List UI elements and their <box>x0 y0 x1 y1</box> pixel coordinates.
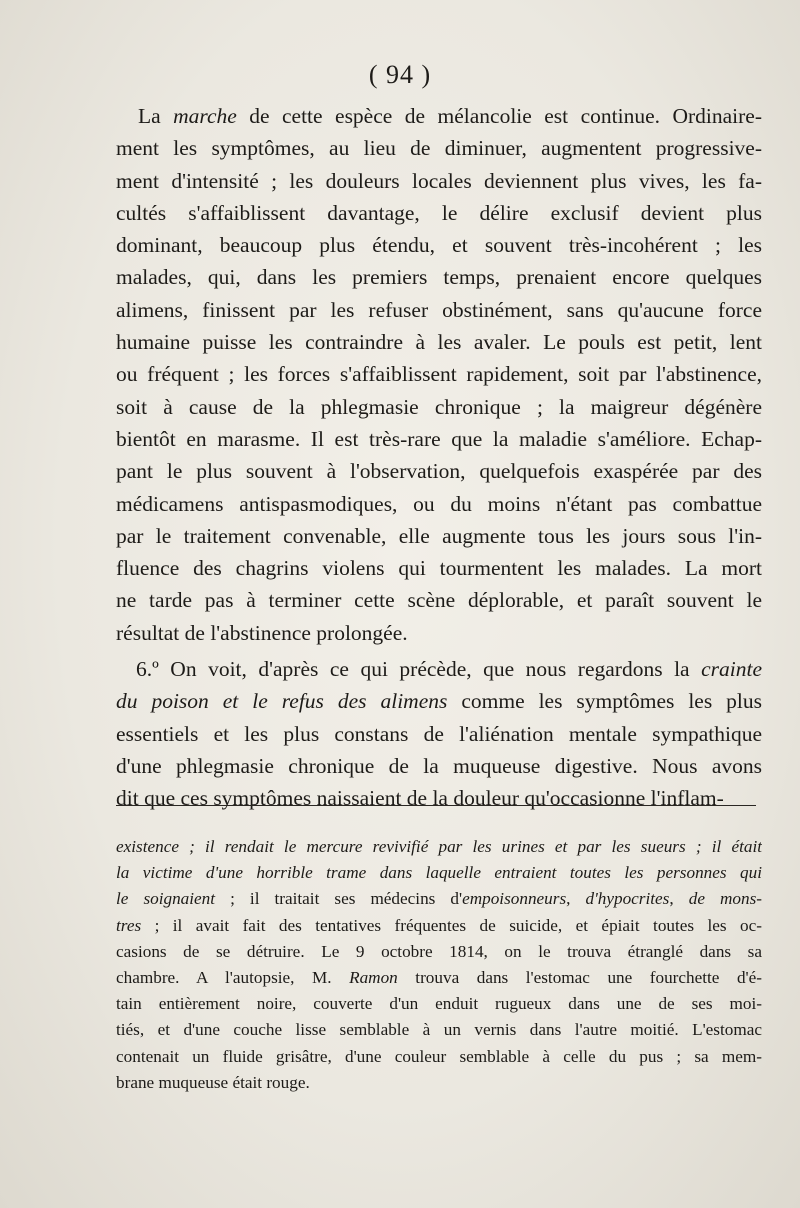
footnote-line <box>116 991 762 1017</box>
text-run: résultat de l'abstinence prolongée. <box>116 620 408 645</box>
main-text <box>116 100 762 815</box>
text-run: , <box>669 889 689 909</box>
italic-text-run: existence ; il rendait le mercure revivifié par les urines et par les sueurs ; il était <box>116 837 762 856</box>
text-run: fluence des chagrins violens qui tourmentent les malades. La mort <box>116 556 762 581</box>
paragraph-1-line <box>116 132 762 164</box>
paragraph-2-line <box>116 653 762 685</box>
text-run: par le traitement convenable, elle augmente tous les jours sous l'in- <box>116 523 762 548</box>
text-run: ne tarde pas à terminer cette scène déplorable, et paraît souvent le <box>116 588 762 613</box>
italic-text-run: d'hypocrites <box>585 889 670 909</box>
footnote-line <box>116 860 762 886</box>
italic-text-run: du poison et le refus des alimens <box>116 689 448 714</box>
text-run: dominant, beaucoup plus étendu, et souvent très-incohérent ; les <box>116 233 762 258</box>
text-run: , <box>566 889 586 909</box>
text-run: cultés s'affaiblissent davantage, le délire exclusif devient plus <box>116 200 762 225</box>
paragraph-1-line <box>116 391 762 423</box>
text-run: chambre. A l'autopsie, M. <box>116 968 350 988</box>
text-run: ; il traitait ses médecins d' <box>215 889 463 909</box>
paragraph-1-line <box>116 100 762 132</box>
text-run: d'une phlegmasie chronique de la muqueuse digestive. Nous avons <box>116 753 762 778</box>
footnote-line <box>116 1070 762 1096</box>
footnote-line <box>116 913 762 939</box>
paragraph-1-line <box>116 488 762 520</box>
italic-text-run: Ramon <box>349 968 398 988</box>
italic-text-run: de mons- <box>688 889 762 909</box>
text-run: alimens, finissent par les refuser obstinément, sans qu'aucune force <box>116 297 762 322</box>
paragraph-1-line <box>116 294 762 326</box>
text-run: casions de se détruire. Le 9 octobre 1814, on le trouva étranglé dans sa <box>116 941 762 961</box>
paragraph-1-line <box>116 423 762 455</box>
text-run: médicamens antispasmodiques, ou du moins n'étant pas combattue <box>116 491 762 516</box>
text-run: bientôt en marasme. Il est très-rare que la maladie s'améliore. Echap- <box>116 426 762 451</box>
text-run: ment les symptômes, au lieu de diminuer, augmentent progressive- <box>116 136 762 161</box>
paragraph-1-line <box>116 229 762 261</box>
paragraph-1-line <box>116 455 762 487</box>
paragraph-1-line <box>116 584 762 616</box>
page-number: ( 94 ) <box>368 60 432 89</box>
paragraph-1-line <box>116 617 762 649</box>
paragraph-1-line <box>116 261 762 293</box>
footnote <box>116 834 762 1096</box>
italic-text-run: le soignaient <box>116 889 216 909</box>
paragraph-1-line <box>116 197 762 229</box>
text-run: malades, qui, dans les premiers temps, prenaient encore quelques <box>116 265 762 290</box>
paragraph-1-line <box>116 326 762 358</box>
text-run: 6.º On voit, d'après ce qui précède, que nous regardons la <box>136 657 702 682</box>
paragraph-1-line <box>116 358 762 390</box>
text-run: ment d'intensité ; les douleurs locales deviennent plus vives, les fa- <box>116 168 762 193</box>
text-run: humaine puisse les contraindre à les avaler. Le pouls est petit, lent <box>116 330 762 355</box>
text-run: contenait un fluide grisâtre, d'une couleur semblable à celle du pus ; sa mem- <box>116 1046 762 1066</box>
footnote-line <box>116 886 762 912</box>
text-run: comme les symptômes les plus <box>447 689 762 714</box>
text-run: pant le plus souvent à l'observation, quelquefois exaspérée par des <box>116 459 762 484</box>
text-run: trouva dans l'estomac une fourchette d'é- <box>397 968 762 988</box>
paragraph-1 <box>116 100 762 649</box>
footnote-divider <box>116 805 756 806</box>
paragraph-2 <box>116 653 762 814</box>
text-run: soit à cause de la phlegmasie chronique ; la maigreur dégénère <box>116 394 762 419</box>
italic-text-run: crainte <box>701 657 762 682</box>
italic-text-run: empoisonneurs <box>462 889 567 909</box>
italic-text-run: marche <box>173 104 237 128</box>
footnote-line <box>116 939 762 965</box>
paragraph-1-line <box>116 552 762 584</box>
text-run: La <box>138 104 174 128</box>
text-run: ; il avait fait des tentatives fréquentes de suicide, et épiait toutes les oc- <box>141 915 762 935</box>
text-run: de cette espèce de mélancolie est continue. Ordinaire- <box>236 104 762 128</box>
paragraph-2-line <box>116 782 762 814</box>
paragraph-1-line <box>116 165 762 197</box>
italic-text-run: tres <box>116 915 142 935</box>
paragraph-2-line <box>116 685 762 717</box>
paragraph-2-line <box>116 750 762 782</box>
footnote-line <box>116 1044 762 1070</box>
italic-text-run: la victime d'une horrible trame dans laquelle entraient toutes les personnes qui <box>116 863 762 883</box>
footnote-line <box>116 834 762 860</box>
text-run: tiés, et d'une couche lisse semblable à un vernis dans l'autre moitié. L'estomac <box>116 1020 762 1040</box>
text-run: ou fréquent ; les forces s'affaiblissent rapidement, soit par l'abstinence, <box>116 362 762 387</box>
text-run: tain entièrement noire, couverte d'un enduit rugueux dans une de ses moi- <box>116 994 762 1014</box>
paragraph-2-line <box>116 718 762 750</box>
text-run: dit que ces symptômes naissaient de la douleur qu'occasionne l'inflam- <box>116 786 724 811</box>
footnote-line <box>116 965 762 991</box>
paragraph-1-line <box>116 520 762 552</box>
text-run: essentiels et les plus constans de l'aliénation mentale sympathique <box>116 721 762 746</box>
text-run: brane muqueuse était rouge. <box>116 1072 310 1092</box>
footnote-line <box>116 1017 762 1043</box>
